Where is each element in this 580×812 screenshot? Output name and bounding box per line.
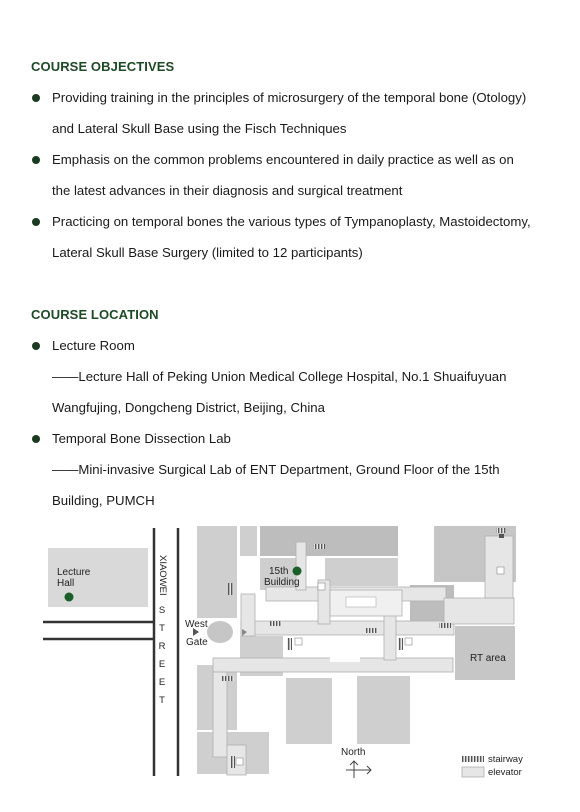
- street-name-vertical: XIAOWEI: [157, 555, 168, 596]
- west-gate-roundabout: [207, 621, 233, 643]
- street-letter: R: [158, 641, 166, 652]
- street-letter: T: [159, 695, 165, 706]
- rt-area-label: RT area: [470, 653, 506, 664]
- location-2-line-1: Temporal Bone Dissection Lab: [52, 431, 231, 446]
- stairway-legend-icon: [462, 756, 484, 762]
- building-15-marker-icon: [293, 567, 302, 576]
- lecture-hall-label-1: Lecture: [57, 567, 91, 578]
- objective-2-line-1: Emphasis on the common problems encountered in daily practice as well as on: [52, 152, 514, 167]
- street-letter: T: [159, 623, 165, 634]
- north-label: North: [341, 747, 366, 758]
- hospital-campus: [197, 526, 516, 775]
- elevator-legend-icon: [462, 767, 484, 777]
- stairway-legend-label: stairway: [488, 754, 523, 765]
- street-letter: E: [158, 659, 166, 670]
- building-15-label-2: Building: [264, 577, 300, 588]
- objective-2-line-2: the latest advances in their diagnosis and surgical treatment: [52, 183, 403, 198]
- location-heading: COURSE LOCATION: [31, 307, 159, 322]
- street-letter: E: [158, 677, 166, 688]
- location-2-line-2: ——Mini-invasive Surgical Lab of ENT Department, Ground Floor of the 15th: [52, 462, 500, 477]
- building-15-label-1: 15th: [269, 566, 289, 577]
- elevator-legend-label: elevator: [488, 767, 522, 778]
- objective-3-line-2: Lateral Skull Base Surgery (limited to 12 participants): [52, 245, 363, 260]
- lecture-hall-marker-icon: [65, 593, 74, 602]
- location-2-line-3: Building, PUMCH: [52, 493, 155, 508]
- west-gate-label-1: West: [185, 619, 208, 630]
- location-1-line-3: Wangfujing, Dongcheng District, Beijing, China: [52, 400, 325, 415]
- lecture-hall-label-2: Hall: [57, 578, 75, 589]
- objectives-heading: COURSE OBJECTIVES: [31, 59, 175, 74]
- street-letter: S: [158, 605, 166, 616]
- location-1-line-1: Lecture Room: [52, 338, 135, 353]
- objective-3-line-1: Practicing on temporal bones the various types of Tympanoplasty, Mastoidectomy,: [52, 214, 531, 229]
- north-arrow-icon: [346, 761, 371, 778]
- objective-1-line-1: Providing training in the principles of microsurgery of the temporal bone (Otology): [52, 90, 527, 105]
- objective-1-line-2: and Lateral Skull Base using the Fisch Techniques: [52, 121, 347, 136]
- west-gate-label-2: Gate: [186, 637, 208, 648]
- location-1-line-2: ——Lecture Hall of Peking Union Medical College Hospital, No.1 Shuaifuyuan: [52, 369, 507, 384]
